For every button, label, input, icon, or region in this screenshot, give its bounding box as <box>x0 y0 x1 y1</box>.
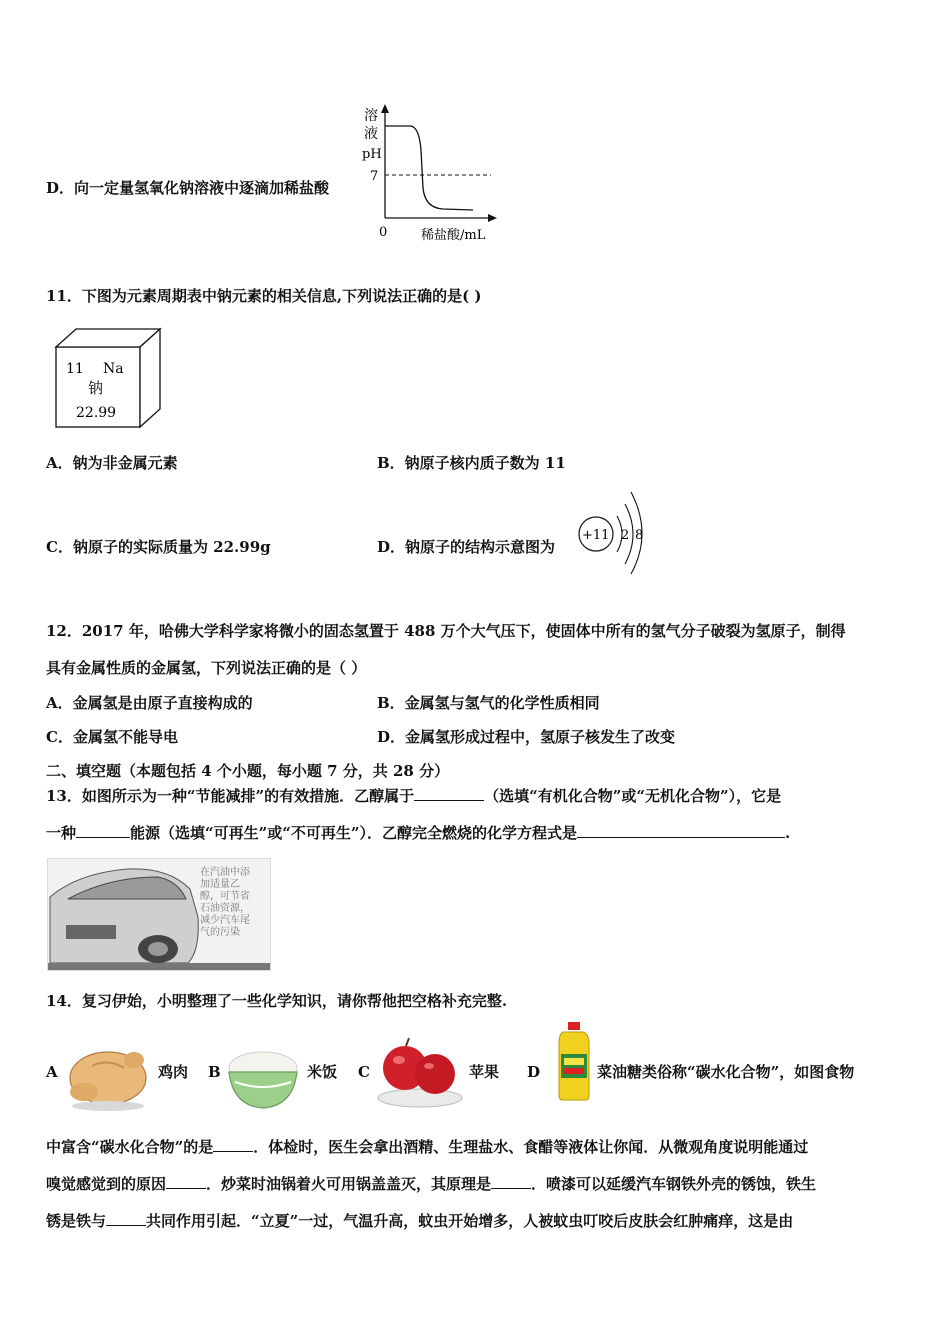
q14-paragraph-line2: 嗅觉感觉到的原因 ．炒菜时油锅着火可用锅盖盖灭，其原理是 ．喷漆可以延缓汽车钢铁外壳的锈蚀，铁生 <box>46 1175 817 1193</box>
ethanol-car-image <box>47 858 271 971</box>
q14-option-a-text: 鸡肉 <box>158 1063 189 1081</box>
atom-nucleus-charge: +11 <box>582 528 610 543</box>
graph-y-label-1: 溶 <box>364 108 378 124</box>
graph-y-tick-7: 7 <box>370 169 379 184</box>
apple-image <box>375 1036 465 1108</box>
sodium-atom-structure-diagram <box>575 488 650 576</box>
graph-y-label-3: pH <box>362 147 382 162</box>
section-heading: 二、填空题（本题包括 4 个小题，每小题 7 分，共 28 分） <box>46 762 450 780</box>
cell-atomic-mass: 22.99 <box>76 405 117 421</box>
q12-option-c: C．金属氢不能导电 <box>46 728 178 746</box>
q12-stem-line2: 具有金属性质的金属氢，下列说法正确的是（ ） <box>46 659 367 677</box>
car-caption-3: 醇，可节省 <box>200 891 250 902</box>
q14-paragraph-line1: 中富含“碳水化合物”的是 ．体检时，医生会拿出酒精、生理盐水、食醋等液体让你闻．从微观角度说明能通过 <box>46 1138 809 1156</box>
ph-curve-graph <box>355 100 505 245</box>
q11-stem: 11．下图为元素周期表中钠元素的相关信息,下列说法正确的是( ) <box>46 287 482 305</box>
q13-blank-1[interactable] <box>414 786 484 801</box>
cell-symbol: Na <box>103 361 124 377</box>
q12-option-a: A．金属氢是由原子直接构成的 <box>46 694 253 712</box>
q14-blank-1[interactable] <box>213 1137 253 1152</box>
atom-shell-2: 8 <box>635 528 644 543</box>
q14-blank-2[interactable] <box>166 1174 206 1189</box>
q11-option-b: B．钠原子核内质子数为 11 <box>377 454 566 472</box>
sodium-element-cell <box>50 325 165 433</box>
q14-blank-4[interactable] <box>106 1211 146 1226</box>
q13-line1: 13．如图所示为一种“节能减排”的有效措施．乙醇属于 （选填“有机化合物”或“无机化合物”），它是 <box>46 787 782 805</box>
cooking-oil-bottle-image <box>553 1020 595 1102</box>
q13-line2: 一种 能源（选填“可再生”或“不可再生”）．乙醇完全燃烧的化学方程式是 . <box>46 824 791 842</box>
q14-option-c-letter: C <box>358 1063 370 1081</box>
q12-option-b: B．金属氢与氢气的化学性质相同 <box>377 694 600 712</box>
atom-shell-1: 2 <box>621 528 630 543</box>
q13-blank-3[interactable] <box>577 823 785 838</box>
car-caption-4: 石油资源， <box>200 903 250 914</box>
cell-atomic-number: 11 <box>66 361 84 377</box>
q11-option-d: D．钠原子的结构示意图为 <box>377 538 556 556</box>
q14-option-d-text: 菜油糖类俗称“碳水化合物”，如图食物 <box>597 1063 855 1081</box>
car-caption-6: 气的污染 <box>200 927 240 938</box>
q14-paragraph-line3: 锈是铁与 共同作用引起．“立夏”一过，气温升高，蚊虫开始增多，人被蚊虫叮咬后皮肤会红肿痛痒，这是由 <box>46 1212 794 1230</box>
q14-option-c-text: 苹果 <box>469 1063 500 1081</box>
cell-name: 钠 <box>88 379 104 397</box>
car-caption-2: 加适量乙 <box>200 879 240 890</box>
q14-blank-3[interactable] <box>491 1174 531 1189</box>
q14-stem: 14．复习伊始，小明整理了一些化学知识，请你帮他把空格补充完整. <box>46 992 508 1010</box>
q14-option-b-text: 米饭 <box>307 1063 338 1081</box>
car-caption-5: 减少汽车尾 <box>200 915 250 926</box>
q12-stem-line1: 12．2017 年，哈佛大学科学家将微小的固态氢置于 488 万个大气压下，使固体中所有的氢气分子破裂为氢原子，制得 <box>46 622 846 640</box>
car-caption-1: 在汽油中添 <box>200 867 250 878</box>
q14-option-b-letter: B <box>208 1063 221 1081</box>
q14-option-d-letter: D <box>527 1063 541 1081</box>
graph-x-label: 稀盐酸/mL <box>421 228 486 243</box>
chicken-image <box>62 1036 154 1112</box>
q11-option-c: C．钠原子的实际质量为 22.99g <box>46 538 271 556</box>
graph-y-label-2: 液 <box>364 126 378 142</box>
q12-option-d: D．金属氢形成过程中，氢原子核发生了改变 <box>377 728 676 746</box>
q10-option-d: D．向一定量氢氧化钠溶液中逐滴加稀盐酸 <box>46 179 330 197</box>
q11-option-a: A．钠为非金属元素 <box>46 454 178 472</box>
q13-blank-2[interactable] <box>76 823 130 838</box>
q14-option-a-letter: A <box>46 1063 58 1081</box>
graph-origin: 0 <box>379 225 388 240</box>
rice-bowl-image <box>225 1046 301 1112</box>
